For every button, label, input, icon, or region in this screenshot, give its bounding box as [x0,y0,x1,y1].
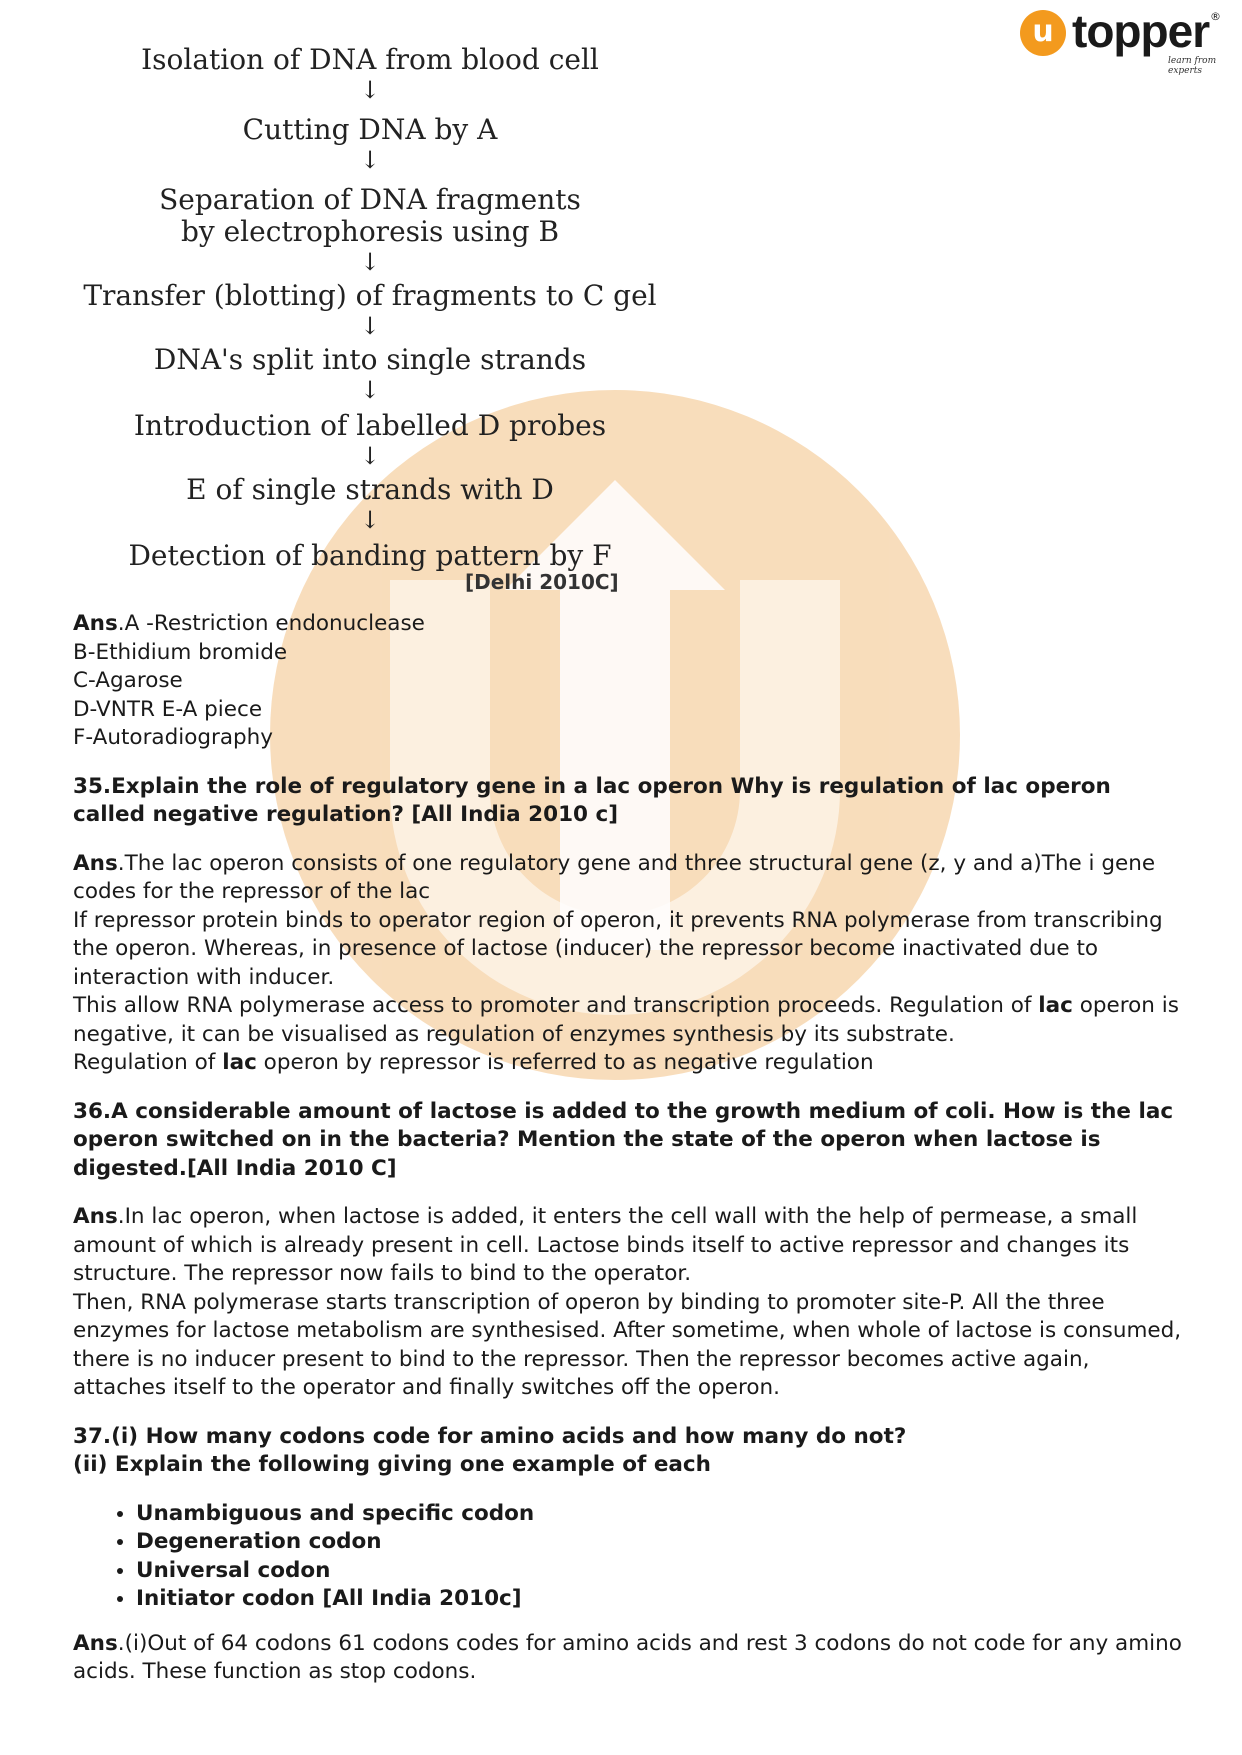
question-text: 37.(i) How many codons code for amino acids and how many do not? [73,1423,907,1449]
flow-step: Transfer (blotting) of fragments to C gel [83,279,657,312]
ans-label: Ans [73,1204,118,1229]
logo-registered-mark: ® [1210,10,1221,23]
list-item: • Unambiguous and specific codon [136,1500,1183,1529]
down-arrow-icon: ↓ [359,506,381,534]
flow-step: Isolation of DNA from blood cell [141,43,599,76]
answer-bold-term: lac [1038,993,1073,1018]
question-36 [73,1098,1183,1184]
flow-step: Detection of banding pattern by F [128,539,612,572]
answer-text: The lac operon consists of one regulatory gene and three structural gene (z, y and a)The i gene codes for the repressor of the lac [73,850,1156,904]
ans-label: Ans [73,1630,118,1656]
list-item: • Universal codon [136,1557,1183,1586]
answer-paragraph [73,1049,1183,1078]
answer-35 [73,850,1183,1078]
flow-step [60,184,680,248]
question-text: 36.A considerable amount of lactose is added to the growth medium of coli. How is the lac operon switched on in the bacteria? Mention the state of the operon when lactose is digested.[All India 2010 C] [73,1098,1174,1181]
list-item: • Degeneration codon [136,1528,1183,1557]
answer-paragraph: Ans.In lac operon, when lactose is added, it enters the cell wall with the help of permease, a small amount of which is already present in cell. Lactose binds itself to active repressor and changes its structure. The repressor now fails to bind to the operator. [73,1204,1138,1286]
answer-line: Ans.A -Restriction endonuclease [73,611,425,636]
answer-text: operon is negative, it can be visualised as regulation of enzymes synthesis by its substrate. [73,993,1179,1047]
topper-logo [1020,5,1221,76]
flow-step-text: Separation of DNA fragments by electrophoresis using B [159,183,581,248]
ans-label: Ans [73,850,118,876]
down-arrow-icon: ↓ [359,376,381,404]
down-arrow-icon: ↓ [359,442,381,470]
flow-step: Cutting DNA by A [242,113,498,146]
answer-text: This allow RNA polymerase access to promoter and transcription proceeds. Regulation of [73,993,1039,1018]
logo-wordmark: topper [1072,5,1210,57]
flowchart-source: [Delhi 2010C] [465,570,619,594]
answer-37 [73,1630,1183,1687]
down-arrow-icon: ↓ [359,76,381,104]
flow-step: Introduction of labelled D probes [133,409,607,442]
answer-paragraph: Ans.The lac operon consists of one regulatory gene and three structural gene (z, y and a)The i gene codes for the repressor of the lac [73,850,1156,904]
question-text: 35.Explain the role of regulatory gene in a lac operon Why is regulation of lac operon called negative regulation? [All India 2010 c] [73,773,1111,827]
answer-36 [73,1203,1183,1403]
answer-text: operon by repressor is referred to as negative regulation [256,1050,874,1075]
logo-tagline: learn from experts [1168,56,1217,76]
logo-u-icon: u [1020,10,1066,56]
ans-label: Ans [73,611,118,636]
answer-line: B-Ethidium bromide [73,639,288,665]
flow-step: E of single strands with D [186,473,554,506]
answer-paragraph: Then, RNA polymerase starts transcription of operon by binding to promoter site-P. All the three enzymes for lactose metabolism are synthesised. After sometime, when whole of lactose is consumed, there is no inducer present to bind to the repressor. Then the repressor becomes active again, attaches itself to the operator and finally switches off the operon. [73,1289,1182,1400]
question-text: (ii) Explain the following giving one example of each [73,1452,711,1477]
answer-text: (i)Out of 64 codons 61 codons codes for amino acids and rest 3 codons do not code for any amino acids. These function as stop codons. [73,1630,1182,1684]
answer-text: Regulation of [73,1050,223,1075]
answer-line: F-Autoradiography [73,725,274,750]
answer-paragraph: If repressor protein binds to operator region of operon, it prevents RNA polymerase from transcribing the operon. Whereas, in presence of lactose (inducer) the repressor become inactivated due to interaction with inducer. [73,907,1163,990]
down-arrow-icon: ↓ [359,248,381,276]
answer-line: C-Agarose [73,668,183,693]
question-35 [73,773,1183,830]
question-37 [73,1423,1183,1480]
answer-34 [73,610,1183,753]
answer-paragraph [73,992,1183,1049]
answer-paragraph: Ans.(i)Out of 64 codons 61 codons codes for amino acids and rest 3 codons do not code for any amino acids. These function as stop codons. [73,1630,1182,1684]
answer-line: D-VNTR E-A piece [73,696,263,722]
list-item: • Initiator codon [All India 2010c] [136,1585,1183,1614]
flow-step: DNA's split into single strands [153,343,587,376]
answer-text: A -Restriction endonuclease [124,611,425,636]
codon-list [73,1500,1183,1614]
document-body [73,610,1183,1707]
down-arrow-icon: ↓ [359,312,381,340]
answer-text: In lac operon, when lactose is added, it enters the cell wall with the help of permease, a small amount of which is already present in cell. Lactose binds itself to active repressor and changes its structure. The repressor now fails to bind to the operator. [73,1204,1138,1286]
down-arrow-icon: ↓ [359,146,381,174]
answer-bold-term: lac [222,1050,257,1075]
